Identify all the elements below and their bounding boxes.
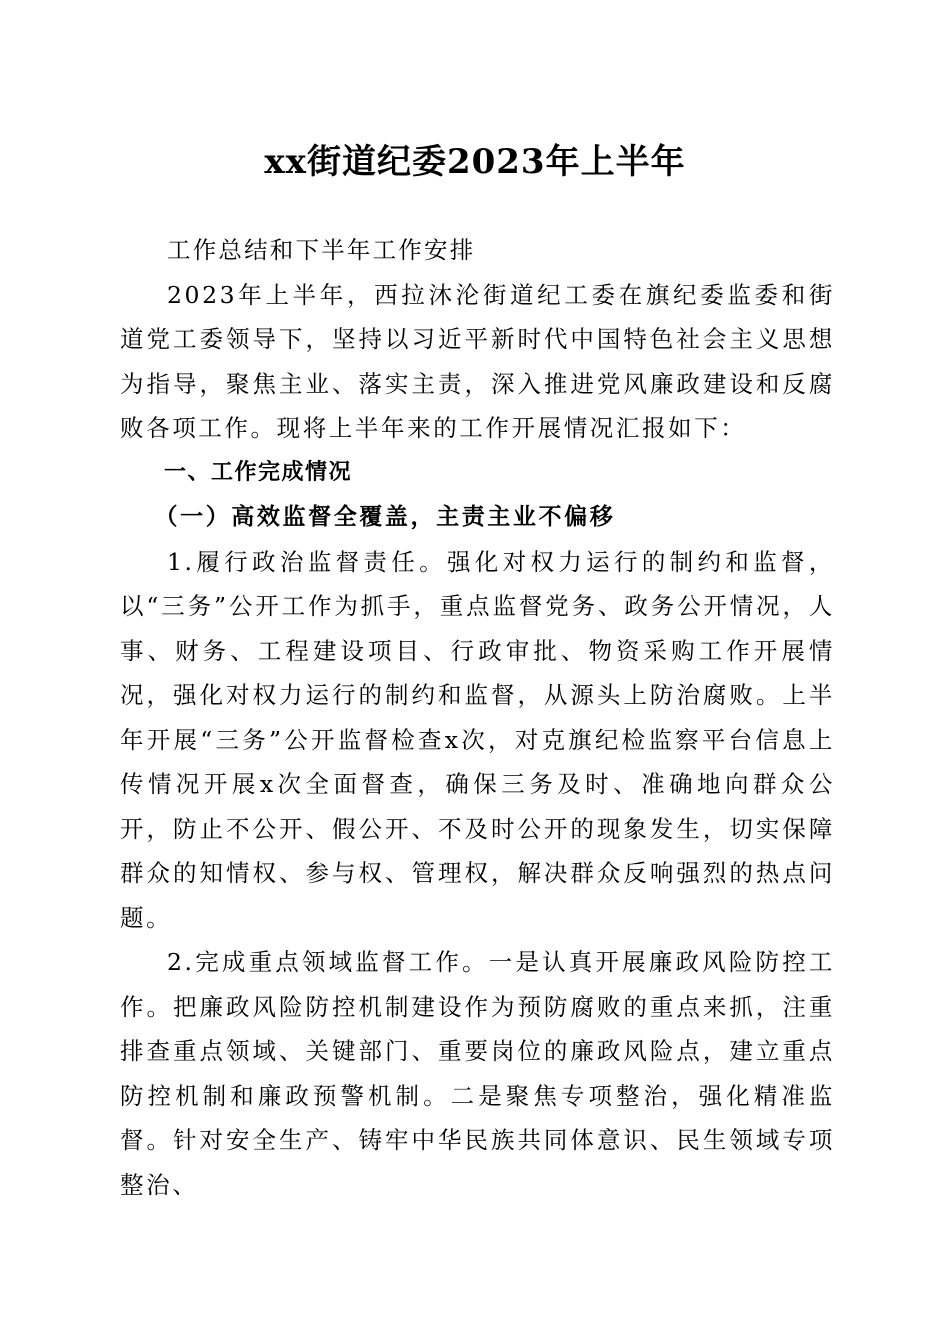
- subsection-heading: （一）高效监督全覆盖，主责主业不偏移: [154, 503, 616, 530]
- paragraph-key-areas-supervision: 2.完成重点领域监督工作。一是认真开展廉政风险防控工作。把廉政风险防控机制建设作为预防腐败的重点来抓，注重排查重点领域、关键部门、重要岗位的廉政风险点，建立重点防控机制和廉政预警机制。二是聚焦专项整治，强化精准监督。针对安全生产、铸牢中华民族共同体意识、民生领域专项整治、: [120, 948, 835, 1199]
- section-heading: 一、工作完成情况: [164, 459, 353, 485]
- document-subtitle: 工作总结和下半年工作安排: [167, 236, 476, 264]
- document-body: [120, 228, 835, 1207]
- paragraph-political-supervision: 1.履行政治监督责任。强化对权力运行的制约和监督，以“三务”公开工作为抓手，重点监督党务、政务公开情况，人事、财务、工程建设项目、行政审批、物资采购工作开展情况，强化对权力运行的制约和监督，从源头上防治腐败。上半年开展“三务”公开监督检查x次，对克旗纪检监察平台信息上传情况开展x次全面督查，确保三务及时、准确地向群众公开，防止不公开、假公开、不及时公开的现象发生，切实保障群众的知情权、参与权、管理权，解决群众反响强烈的热点问题。: [120, 547, 835, 932]
- document-title: xx街道纪委2023年上半年: [264, 142, 686, 182]
- intro-paragraph: 2023年上半年，西拉沐沦街道纪工委在旗纪委监委和街道党工委领导下，坚持以习近平新时代中国特色社会主义思想为指导，聚焦主业、落实主责，深入推进党风廉政建设和反腐败各项工作。现将上半年来的工作开展情况汇报如下：: [120, 280, 835, 442]
